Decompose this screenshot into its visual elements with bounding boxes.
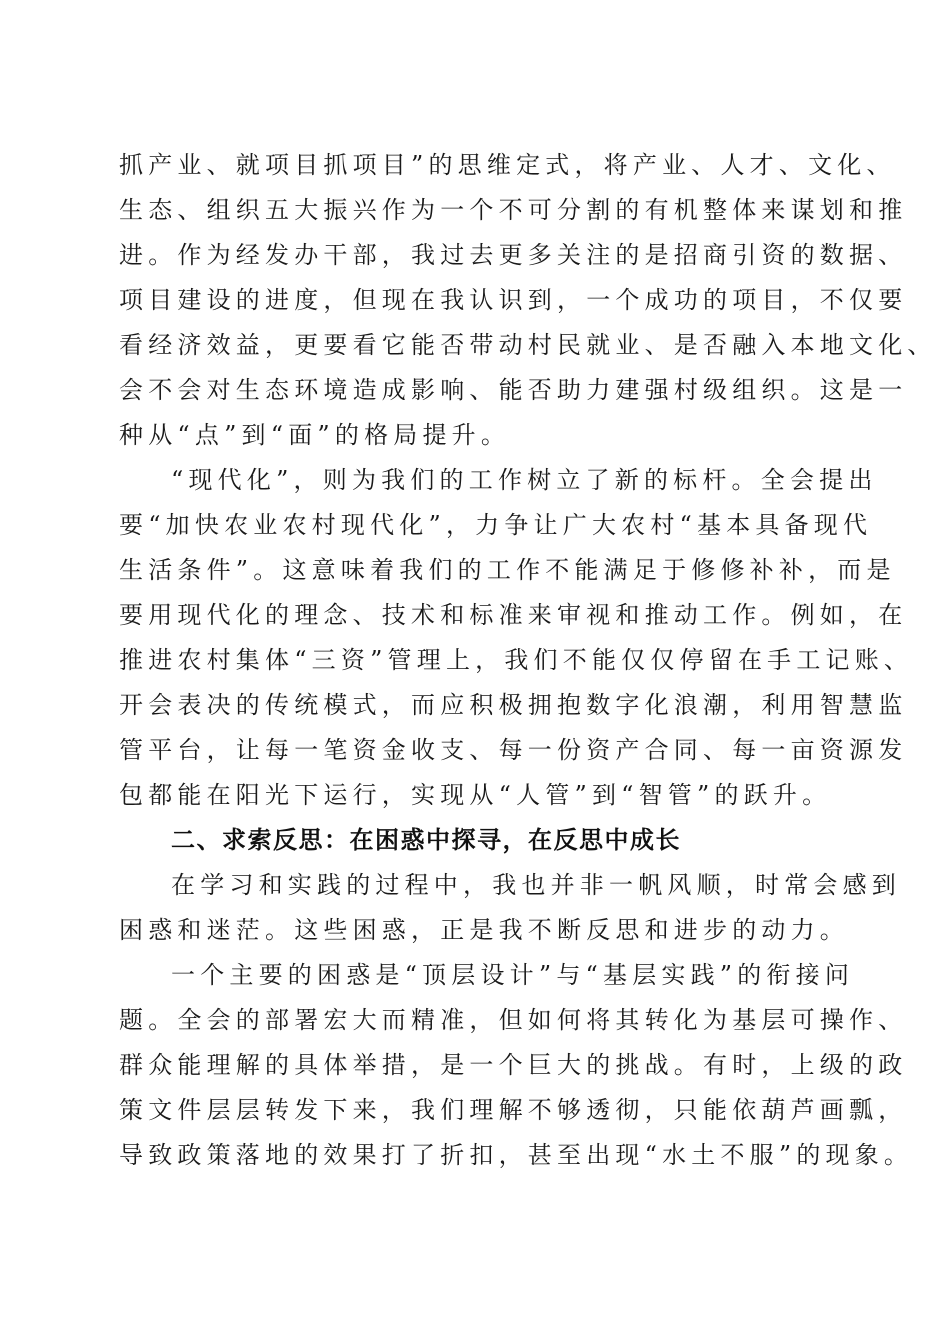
paragraph-five-revitalizations [119, 143, 937, 458]
text-line: 推进农村集体“三资”管理上，我们不能仅仅停留在手工记账、 [119, 646, 914, 674]
text-line: 进。作为经发办干部，我过去更多关注的是招商引资的数据、 [119, 241, 908, 269]
text-line: 题。全会的部署宏大而精准，但如何将其转化为基层可操作、 [119, 1006, 908, 1034]
text-line: 一个主要的困惑是“顶层设计”与“基层实践”的衔接问 [171, 961, 855, 989]
paragraph-top-level-design [119, 953, 914, 1178]
text-line: 项目建设的进度，但现在我认识到，一个成功的项目，不仅要 [119, 286, 908, 314]
text-line: “现代化”，则为我们的工作树立了新的标杆。全会提出 [171, 466, 878, 494]
section-heading: 二、求索反思：在困惑中探寻，在反思中成长 [171, 826, 681, 854]
paragraph-modernization [119, 458, 914, 818]
text-line: 生活条件”。这意味着我们的工作不能满足于修修补补，而是 [119, 556, 896, 584]
text-line: 包都能在阳光下运行，实现从“人管”到“智管”的跃升。 [119, 781, 832, 809]
text-line: 管平台，让每一笔资金收支、每一份资产合同、每一亩资源发 [119, 736, 908, 764]
paragraph-confusion-intro [119, 863, 901, 953]
text-line: 困惑和迷茫。这些困惑，正是我不断反思和进步的动力。 [119, 916, 849, 944]
text-line: 导致政策落地的效果打了折扣，甚至出现“水土不服”的现象。 [119, 1141, 914, 1169]
text-line: 看经济效益，更要看它能否带动村民就业、是否融入本地文化、 [119, 331, 937, 359]
document-body [119, 143, 937, 1178]
text-line: 要用现代化的理念、技术和标准来审视和推动工作。例如，在 [119, 601, 908, 629]
text-line: 策文件层层转发下来，我们理解不够透彻，只能依葫芦画瓢， [119, 1096, 908, 1124]
text-line: 会不会对生态环境造成影响、能否助力建强村级组织。这是一 [119, 376, 908, 404]
text-line: 抓产业、就项目抓项目”的思维定式，将产业、人才、文化、 [119, 151, 896, 179]
text-line: 生态、组织五大振兴作为一个不可分割的有机整体来谋划和推 [119, 196, 908, 224]
text-line: 群众能理解的具体举措，是一个巨大的挑战。有时，上级的政 [119, 1051, 908, 1079]
text-line: 种从“点”到“面”的格局提升。 [119, 421, 511, 449]
section-heading-reflection [119, 818, 855, 863]
text-line: 要“加快农业农村现代化”，力争让广大农村“基本具备现代 [119, 511, 873, 539]
text-line: 在学习和实践的过程中，我也并非一帆风顺，时常会感到 [171, 871, 901, 899]
text-line: 开会表决的传统模式，而应积极拥抱数字化浪潮，利用智慧监 [119, 691, 908, 719]
